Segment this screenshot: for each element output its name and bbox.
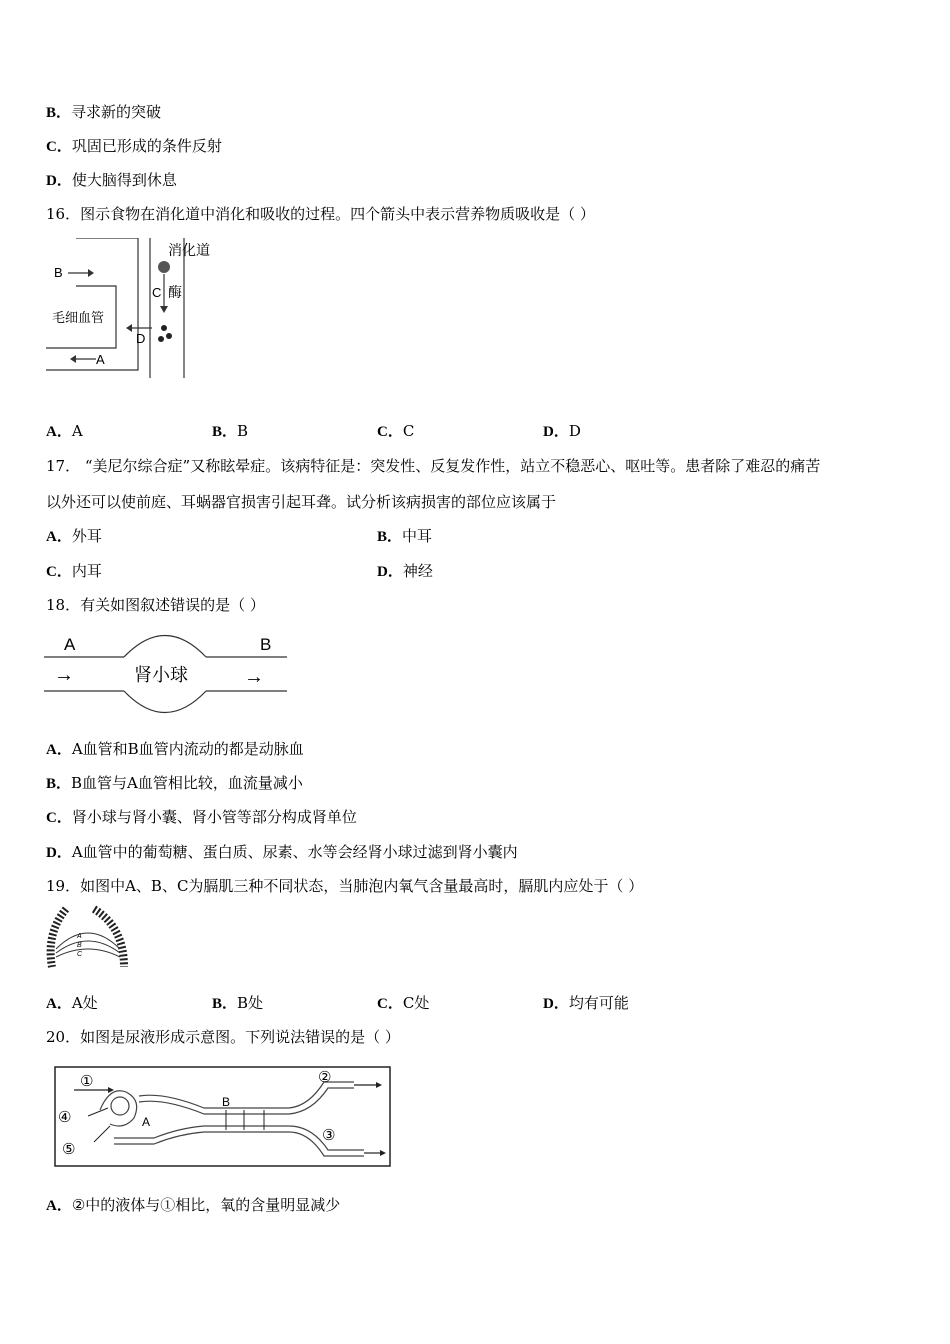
capillary-outer-wall — [46, 238, 138, 370]
label-b: B — [54, 265, 63, 280]
option-key: A． — [46, 742, 72, 758]
label-b: B — [222, 1095, 231, 1109]
label-a: A — [64, 635, 76, 654]
label-a: A — [77, 933, 82, 940]
option-text: C处 — [402, 994, 430, 1012]
pointer-5 — [94, 1126, 110, 1142]
glomerulus-label: 肾小球 — [134, 665, 188, 685]
q18-option-d — [46, 842, 518, 863]
option-key: C． — [377, 996, 403, 1012]
q17-option-a — [46, 526, 102, 547]
option-key: C． — [46, 810, 72, 826]
option-text: B血管与A血管相比较，血流量减小 — [71, 774, 303, 792]
option-text: A血管和B血管内流动的都是动脉血 — [71, 740, 304, 758]
q17-option-c — [46, 561, 102, 582]
option-text: D — [568, 422, 581, 440]
q18-option-a — [46, 739, 304, 760]
q19-stem: 19．如图中A、B、C为膈肌三种不同状态，当肺泡内氧气含量最高时，膈肌内应处于（ ） — [46, 877, 644, 895]
q16-option-d — [543, 421, 581, 442]
q17-stem-line2: 以外还可以使前庭、耳蜗器官损害引起耳聋。试分析该病损害的部位应该属于 — [46, 493, 557, 511]
arrow-in: → — [54, 664, 74, 686]
option-key: B． — [46, 776, 72, 792]
option-text: 肾小球与肾小囊、肾小管等部分构成肾单位 — [71, 808, 357, 826]
option-key: C． — [46, 139, 72, 155]
nutrient-dot — [158, 336, 164, 342]
label-d: D — [136, 331, 146, 346]
rib-cage-right — [94, 909, 124, 967]
option-text: ②中的液体与①相比，氧的含量明显减少 — [71, 1196, 341, 1214]
option-key: D． — [46, 173, 72, 189]
option-text: 内耳 — [71, 562, 102, 580]
option-key: D． — [543, 424, 569, 440]
glomerulus-outline-bottom — [124, 691, 206, 713]
q19-option-a — [46, 993, 98, 1014]
option-text: C — [402, 422, 415, 440]
option-text: 外耳 — [71, 527, 102, 545]
option-key: A． — [46, 996, 72, 1012]
diaphragm-c — [56, 949, 120, 957]
label-c: C — [77, 951, 83, 958]
q15-option-d — [46, 170, 177, 191]
option-key: A． — [46, 424, 72, 440]
q15-option-c — [46, 136, 222, 157]
q16-option-a — [46, 421, 83, 442]
glomerulus-figure — [44, 626, 292, 718]
label-4: ④ — [58, 1109, 72, 1126]
q18-option-c — [46, 807, 357, 828]
label-b: B — [260, 635, 272, 654]
label-1: ① — [80, 1073, 94, 1090]
arrow-out-3-head — [380, 1150, 386, 1156]
option-text: B — [237, 422, 249, 440]
q19-option-d — [543, 993, 629, 1014]
option-key: C． — [46, 564, 72, 580]
q17-stem-line1: 17． “美尼尔综合症”又称眩晕症。该病特征是：突发性、反复发作性，站立不稳恶心、呕吐等。患者除了难忍的痛苦 — [46, 457, 821, 475]
tract-label: 消化道 — [168, 242, 210, 258]
rib-cage-left — [51, 909, 66, 967]
option-key: D． — [46, 845, 72, 861]
option-key: A． — [46, 529, 72, 545]
q19-option-c — [377, 993, 429, 1014]
label-c: C — [152, 285, 162, 300]
option-key: B． — [212, 424, 238, 440]
label-a: A — [142, 1115, 151, 1129]
q16-option-b — [212, 421, 248, 442]
option-text: 均有可能 — [568, 994, 629, 1012]
arrow-d-head — [126, 324, 132, 332]
label-2: ② — [318, 1069, 332, 1086]
diaphragm-b — [56, 941, 120, 953]
food-particle — [158, 261, 170, 273]
q18-stem: 18．有关如图叙述错误的是（ ） — [46, 596, 265, 614]
arrow-c-head — [160, 306, 168, 313]
option-text: 中耳 — [402, 527, 433, 545]
option-key: C． — [377, 424, 403, 440]
capsule — [100, 1091, 137, 1126]
digestion-absorption-figure — [46, 238, 226, 383]
q16-option-c — [377, 421, 414, 442]
option-key: D． — [543, 996, 569, 1012]
label-5: ⑤ — [62, 1141, 76, 1158]
q15-option-b — [46, 102, 161, 123]
option-key: B． — [46, 105, 72, 121]
q18-option-b — [46, 773, 303, 794]
capillary-label: 毛细血管 — [52, 310, 105, 325]
option-text: A处 — [71, 994, 98, 1012]
q16-stem: 16．图示食物在消化道中消化和吸收的过程。四个箭头中表示营养物质吸收是（ ） — [46, 205, 595, 223]
option-key: B． — [377, 529, 403, 545]
label-a: A — [96, 352, 105, 367]
option-key: A． — [46, 1198, 72, 1214]
vessel-upper-inner — [139, 1088, 354, 1114]
diaphragm-figure — [44, 905, 134, 971]
arrow-out: → — [244, 666, 264, 688]
arrow-a-head — [70, 355, 76, 363]
pointer-4 — [88, 1108, 108, 1116]
option-key: B． — [212, 996, 238, 1012]
option-key: D． — [377, 564, 403, 580]
nutrient-dot — [166, 333, 172, 339]
label-3: ③ — [322, 1127, 336, 1144]
label-b: B — [77, 942, 82, 949]
q20-option-a — [46, 1195, 340, 1216]
option-text: A — [71, 422, 83, 440]
arrow-b-head — [88, 269, 94, 277]
option-text: 神经 — [402, 562, 433, 580]
q17-option-b — [377, 526, 432, 547]
option-text: 巩固已形成的条件反射 — [71, 137, 222, 155]
option-text: 寻求新的突破 — [71, 103, 162, 121]
q19-option-b — [212, 993, 263, 1014]
option-text: 使大脑得到休息 — [71, 171, 177, 189]
q17-option-d — [377, 561, 433, 582]
glomerulus — [111, 1097, 129, 1115]
enzyme-label: 酶 — [168, 284, 182, 300]
glomerulus-outline-top — [124, 636, 206, 658]
arrow-out-2-head — [376, 1082, 382, 1088]
option-text: B处 — [237, 994, 264, 1012]
option-text: A血管中的葡萄糖、蛋白质、尿素、水等会经肾小球过滤到肾小囊内 — [71, 843, 518, 861]
nutrient-dot — [161, 325, 167, 331]
urine-formation-figure — [54, 1066, 392, 1168]
q20-stem: 20．如图是尿液形成示意图。下列说法错误的是（ ） — [46, 1028, 400, 1046]
